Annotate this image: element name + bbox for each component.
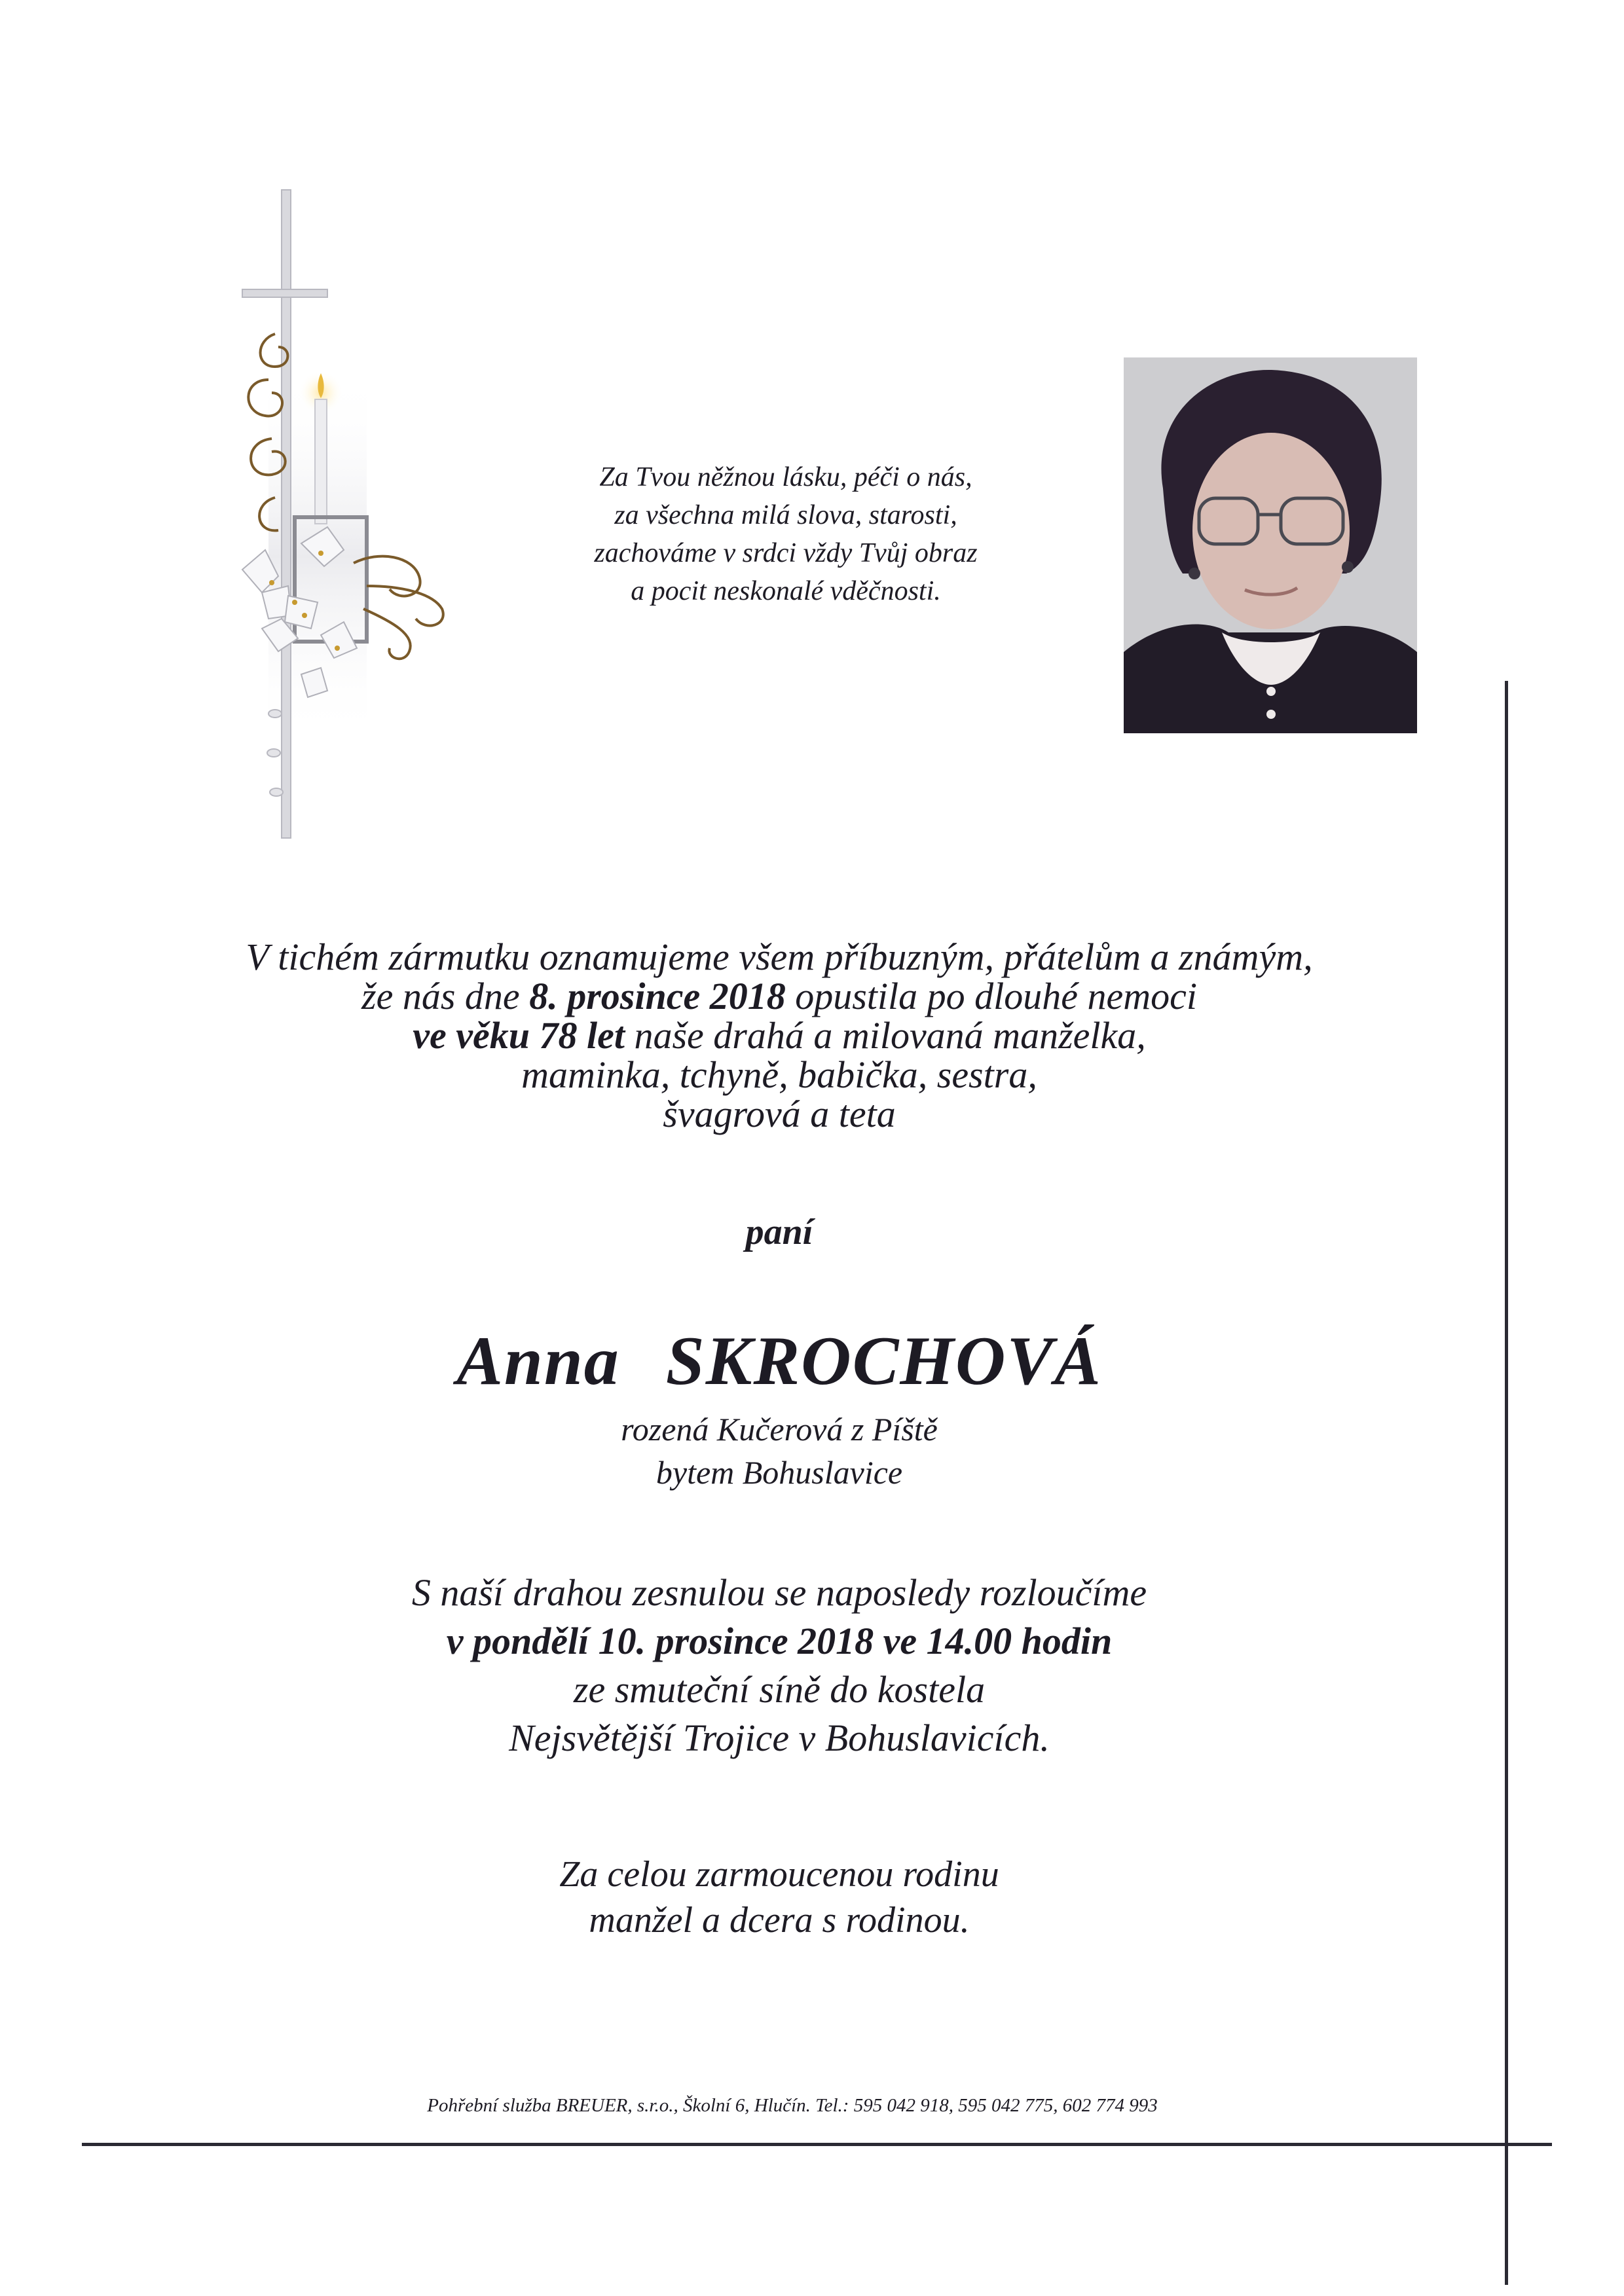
announcement-line: V tichém zármutku oznamujeme všem příbuzným, přátelům a známým, <box>246 936 1313 978</box>
quote-line: zachováme v srdci vždy Tvůj obraz <box>594 538 978 568</box>
honorific-title: paní <box>745 1212 813 1252</box>
funeral-line: S naší drahou zesnulou se naposledy rozloučíme <box>411 1571 1147 1614</box>
date-of-death: 8. prosince 2018 <box>529 975 786 1017</box>
funeral-service-footer: Pohřební služba BREUER, s.r.o., Školní 6, Hlučín. Tel.: 595 042 918, 595 042 775, 602 774 993 <box>427 2095 1158 2116</box>
quote-line: za všechna milá slova, starosti, <box>614 500 957 530</box>
birth-name: rozená Kučerová z Píště <box>621 1411 938 1448</box>
announcement-line: švagrová a teta <box>663 1093 896 1135</box>
quote-line: Za Tvou něžnou lásku, péči o nás, <box>599 462 972 492</box>
portrait-photo <box>1124 357 1417 733</box>
deceased-name <box>118 1321 1441 1401</box>
family-signature <box>118 1851 1441 1943</box>
death-announcement <box>118 938 1441 1134</box>
funeral-line: ze smuteční síně do kostela <box>573 1668 986 1711</box>
announcement-text: naše drahá a milovaná manželka, <box>624 1014 1146 1057</box>
candle-icon <box>315 399 327 524</box>
deceased-details <box>118 1408 1441 1494</box>
cross-candle-ornament <box>196 177 511 845</box>
announcement-text: že nás dne <box>361 975 530 1017</box>
funeral-info <box>118 1569 1441 1762</box>
vertical-border-line <box>1505 681 1508 2285</box>
announcement-text: opustila po dlouhé nemoci <box>785 975 1197 1017</box>
announcement-line: maminka, tchyně, babička, sestra, <box>521 1053 1037 1096</box>
cross-icon <box>282 190 291 838</box>
first-name: Anna <box>456 1322 620 1399</box>
announcement-line <box>118 1016 1441 1055</box>
residence: bytem Bohuslavice <box>655 1454 903 1491</box>
signature-line: Za celou zarmoucenou rodinu <box>559 1854 999 1895</box>
age-at-death: ve věku 78 let <box>413 1014 625 1057</box>
quote-line: a pocit neskonalé vděčnosti. <box>631 576 941 606</box>
funeral-date-time: v pondělí 10. prosince 2018 ve 14.00 hodin <box>446 1620 1113 1662</box>
signature-line: manžel a dcera s rodinou. <box>589 1900 970 1941</box>
announcement-line <box>118 977 1441 1016</box>
funeral-line: Nejsvětější Trojice v Bohuslavicích. <box>509 1717 1050 1759</box>
memorial-quote <box>511 458 1061 610</box>
last-name: SKROCHOVÁ <box>665 1322 1102 1399</box>
horizontal-border-line <box>82 2143 1552 2146</box>
